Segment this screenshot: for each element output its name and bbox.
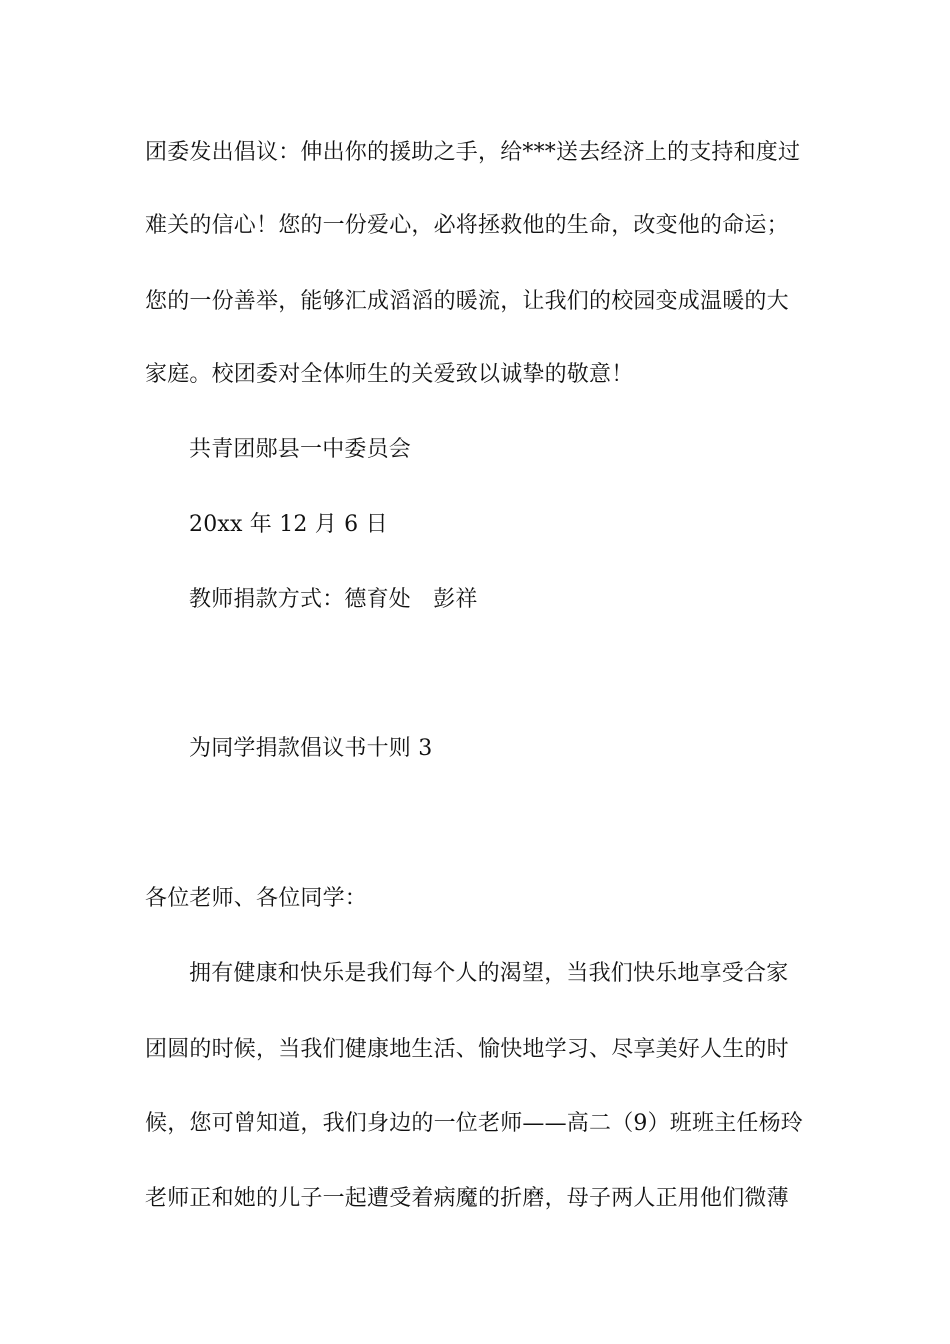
paragraph1-line-3: 您的一份善举，能够汇成滔滔的暖流，让我们的校园变成温暖的大: [145, 289, 789, 314]
paragraph2-line-3: 候，您可曾知道，我们身边的一位老师——高二（9）班班主任杨玲: [145, 1111, 803, 1136]
signature-date: 20xx 年 12 月 6 日: [189, 512, 388, 537]
donation-method: 教师捐款方式：德育处 彭祥: [189, 587, 478, 612]
paragraph1-line-1: 团委发出倡议：伸出你的援助之手，给***送去经济上的支持和度过: [145, 140, 801, 165]
paragraph1-line-4: 家庭。校团委对全体师生的关爱致以诚挚的敬意！: [145, 362, 634, 387]
paragraph2-line-4: 老师正和她的儿子一起遭受着病魔的折磨，母子两人正用他们微薄: [145, 1186, 789, 1211]
paragraph2-line-2: 团圆的时候，当我们健康地生活、愉快地学习、尽享美好人生的时: [145, 1037, 789, 1062]
salutation: 各位老师、各位同学：: [145, 886, 368, 911]
signature-organization: 共青团郧县一中委员会: [189, 437, 412, 462]
paragraph1-line-2: 难关的信心！您的一份爱心，必将拯救他的生命，改变他的命运；: [145, 213, 789, 238]
section-title: 为同学捐款倡议书十则 3: [189, 736, 433, 761]
paragraph2-line-1: 拥有健康和快乐是我们每个人的渴望，当我们快乐地享受合家: [189, 961, 789, 986]
